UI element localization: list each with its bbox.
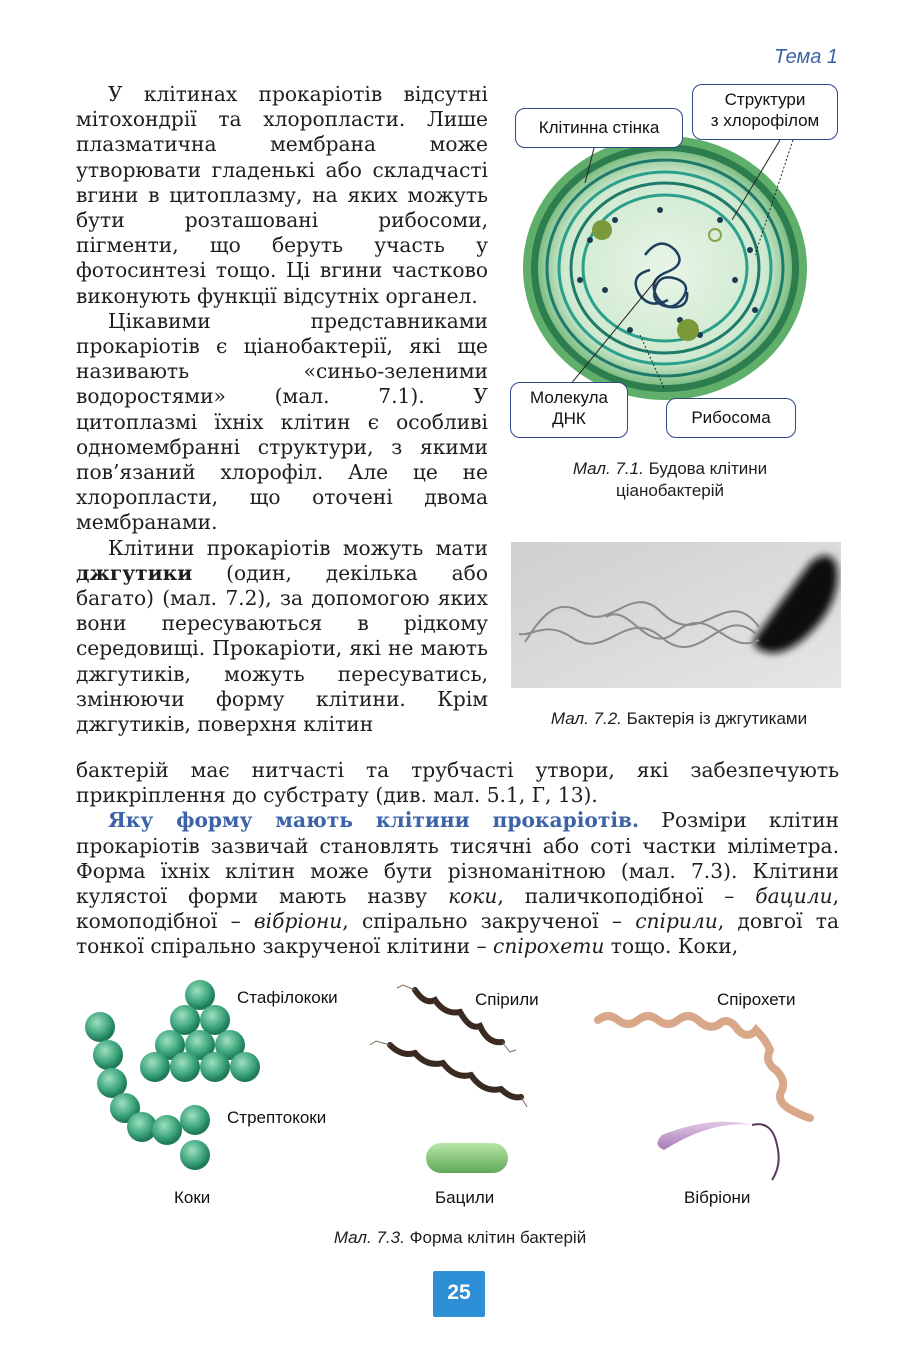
paragraph-1: У клітинах прокаріотів відсутні мітохондрії та хлоропласти. Лише плазматична мембрана може утворювати гладенькі або складчасті вгини в цитоплазму, на яких можуть бути розташовані рибосоми, пігменти, що беруть участь у фотосинтезі тощо. Ці вгини частково виконують функції відсутніх органел. <box>76 82 488 308</box>
caption-71-line2: ціанобактерій <box>615 481 725 500</box>
label-dna-line2: ДНК <box>552 409 586 428</box>
label-cocci: Коки <box>174 1188 211 1207</box>
label-vibrio: Вібріони <box>684 1188 751 1207</box>
label-ribosome: Рибосома <box>666 398 796 438</box>
label-bacilli: Бацили <box>435 1188 495 1207</box>
spirochete <box>598 1016 810 1118</box>
caption-71-line1: Будова клітини <box>648 459 768 478</box>
p3-before: Клітини прокаріотів можуть мати <box>108 535 488 560</box>
p4-text-2: , паличкоподібної – <box>497 884 756 909</box>
figure-7-2-caption <box>510 708 848 730</box>
p4-text-1: Розміри клітин прокаріотів зазвичай становлять тисячні або соті частки міліметра. Форма їхніх клітин може бути різноманітною (мал. 7.3). Клітини кулястої форми мають назву <box>76 808 839 909</box>
term-spirochetes: спірохети <box>493 934 605 959</box>
topic-header: Тема 1 <box>774 46 838 68</box>
paragraph-2: Цікавими представниками прокаріотів є ціанобактерії, які ще називають «синьо-зеленими водоростями» (мал. 7.1). У цитоплазмі їхніх клітин є особливі одномембранні структури, з якими пов’язаний хлорофіл. Але це не хлоропласти, що оточені двома мембранами. <box>76 308 488 535</box>
term-spirilla: спірили <box>635 909 718 934</box>
label-dna-line1: Молекула <box>530 388 608 407</box>
p3-after: (один, декілька або багато) (мал. 7.2), за допомогою яких вони пересуваються в рідкому середовищі. Прокаріоти, які не мають джгутиків, можуть пересуватись, змінюючи форму клітини. Крім джгутиків, поверхня клітин <box>76 560 488 737</box>
term-flagella: джгутики <box>76 560 193 585</box>
question-heading: Яку форму мають клітини прокаріотів. <box>108 808 640 833</box>
label-chlorophyll-structures <box>692 84 838 140</box>
label-cell-wall: Клітинна стінка <box>515 108 683 148</box>
figure-7-1-caption <box>530 458 810 502</box>
full-width-text <box>76 758 839 960</box>
term-vibrio: вібріони <box>253 909 343 934</box>
caption-73-num: Мал. 7.3. <box>333 1228 405 1247</box>
term-bacilli: бацили <box>755 884 833 909</box>
p4-text-6: тощо. Коки, <box>604 934 739 959</box>
caption-71-num: Мал. 7.1. <box>572 459 644 478</box>
caption-72-text: Бактерія із джгутиками <box>626 709 808 728</box>
vibrio <box>657 1122 778 1180</box>
caption-72-num: Мал. 7.2. <box>550 709 622 728</box>
label-chlorophyll-line1: Структури <box>724 90 806 109</box>
label-streptococci: Стрептококи <box>227 1108 327 1127</box>
term-cocci: коки <box>448 884 498 909</box>
left-column-text <box>76 82 488 737</box>
flagellated-bacterium-photo <box>511 542 841 688</box>
p4-text-3: , комоподібної – <box>76 884 839 934</box>
p4-text-4: , спірально закрученої – <box>342 909 636 934</box>
bacillus <box>426 1143 508 1173</box>
label-spirilla: Спірили <box>475 990 539 1009</box>
label-chlorophyll-line2: з хлорофілом <box>710 111 820 130</box>
label-staphylococci: Стафілококи <box>237 988 338 1007</box>
paragraph-4 <box>76 808 839 959</box>
figure-7-3-caption <box>260 1227 660 1249</box>
label-spirochetes: Спірохети <box>717 990 796 1009</box>
caption-73-text: Форма клітин бактерій <box>409 1228 587 1247</box>
paragraph-3-continued: бактерій має нитчасті та трубчасті утвори, які забезпечують прикріплення до субстрату (див. мал. 5.1, Г, 13). <box>76 758 839 808</box>
page-number-badge: 25 <box>433 1271 485 1317</box>
label-dna <box>510 382 628 438</box>
paragraph-3 <box>76 536 488 738</box>
p4-text-5: , довгої та тонкої спірально закрученої клітини – <box>76 909 839 959</box>
